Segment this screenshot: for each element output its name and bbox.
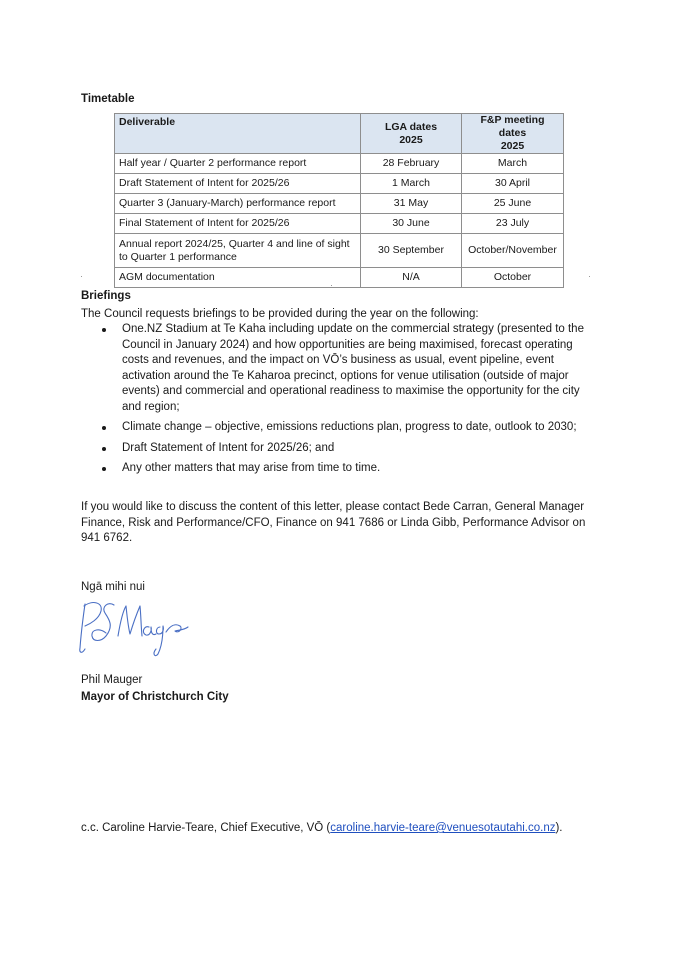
table-row <box>115 174 564 194</box>
list-item: Draft Statement of Intent for 2025/26; and <box>81 441 591 457</box>
cell-fp-date: 23 July <box>462 214 564 234</box>
briefings-heading: Briefings <box>81 290 131 302</box>
scan-artifact-dot <box>81 276 82 277</box>
briefings-intro: The Council requests briefings to be provided during the year on the following: <box>81 308 479 320</box>
handwritten-signature <box>76 596 190 658</box>
list-item: One.NZ Stadium at Te Kaha including update on the commercial strategy (presented to the Council in January 2024) and how opportunities are being maximised, forecast operating costs and revenues, and the impact on VŌ’s business as usual, event pipeline, event activation around the Te Kaharoa precinct, options for venue utilisation (outside of major events) and commercial and operational readiness to maximise the opportunity for the city and region; <box>81 322 591 415</box>
cell-lga-date: 30 September <box>361 234 462 268</box>
list-item: Climate change – objective, emissions reductions plan, progress to date, outlook to 2030; <box>81 420 591 436</box>
cell-lga-date: 1 March <box>361 174 462 194</box>
scan-artifact-dot <box>589 276 590 277</box>
cc-email-link[interactable]: caroline.harvie-teare@venuesotautahi.co.nz <box>330 822 556 834</box>
cell-fp-date: October/November <box>462 234 564 268</box>
cell-deliverable: Final Statement of Intent for 2025/26 <box>115 214 361 234</box>
scan-artifact-dot <box>331 285 332 286</box>
signatory-title: Mayor of Christchurch City <box>81 691 229 703</box>
table-header-row <box>115 114 564 154</box>
timetable-table <box>114 113 564 288</box>
cell-fp-date: March <box>462 154 564 174</box>
table-row <box>115 214 564 234</box>
header-fp-dates <box>462 114 564 154</box>
cc-prefix: c.c. Caroline Harvie-Teare, Chief Executive, VŌ ( <box>81 822 331 834</box>
closing-salutation: Ngā mihi nui <box>81 581 145 593</box>
table-row <box>115 234 564 268</box>
cell-deliverable: Annual report 2024/25, Quarter 4 and line of sight to Quarter 1 performance <box>115 234 361 268</box>
cell-lga-date: 31 May <box>361 194 462 214</box>
header-lga-line2: 2025 <box>399 133 423 146</box>
signatory-name: Phil Mauger <box>81 674 143 686</box>
cell-deliverable: AGM documentation <box>115 268 361 288</box>
list-item: Any other matters that may arise from time to time. <box>81 461 591 477</box>
table-row <box>115 268 564 288</box>
signature-strokes <box>80 603 188 656</box>
table-row <box>115 154 564 174</box>
header-fp-line2: 2025 <box>500 140 525 152</box>
cell-fp-date: October <box>462 268 564 288</box>
cc-line <box>81 821 641 837</box>
table-row <box>115 194 564 214</box>
cell-fp-date: 30 April <box>462 174 564 194</box>
cell-lga-date: 30 June <box>361 214 462 234</box>
cell-deliverable: Half year / Quarter 2 performance report <box>115 154 361 174</box>
cell-fp-date: 25 June <box>462 194 564 214</box>
header-deliverable: Deliverable <box>115 114 361 154</box>
timetable-heading: Timetable <box>81 93 135 105</box>
cc-suffix: ). <box>555 822 563 834</box>
contact-paragraph: If you would like to discuss the content of this letter, please contact Bede Carran, General Manager Finance, Risk and Performance/CFO, Finance on 941 7686 or Linda Gibb, Performance Advisor on 941 6762. <box>81 501 586 544</box>
cell-deliverable: Draft Statement of Intent for 2025/26 <box>115 174 361 194</box>
cell-lga-date: N/A <box>361 268 462 288</box>
cell-lga-date: 28 February <box>361 154 462 174</box>
header-fp-line1: F&P meeting dates <box>480 114 545 139</box>
briefings-list <box>81 322 591 482</box>
header-lga-dates <box>361 114 462 154</box>
header-lga-line1: LGA dates <box>384 120 438 133</box>
cell-deliverable: Quarter 3 (January-March) performance report <box>115 194 361 214</box>
